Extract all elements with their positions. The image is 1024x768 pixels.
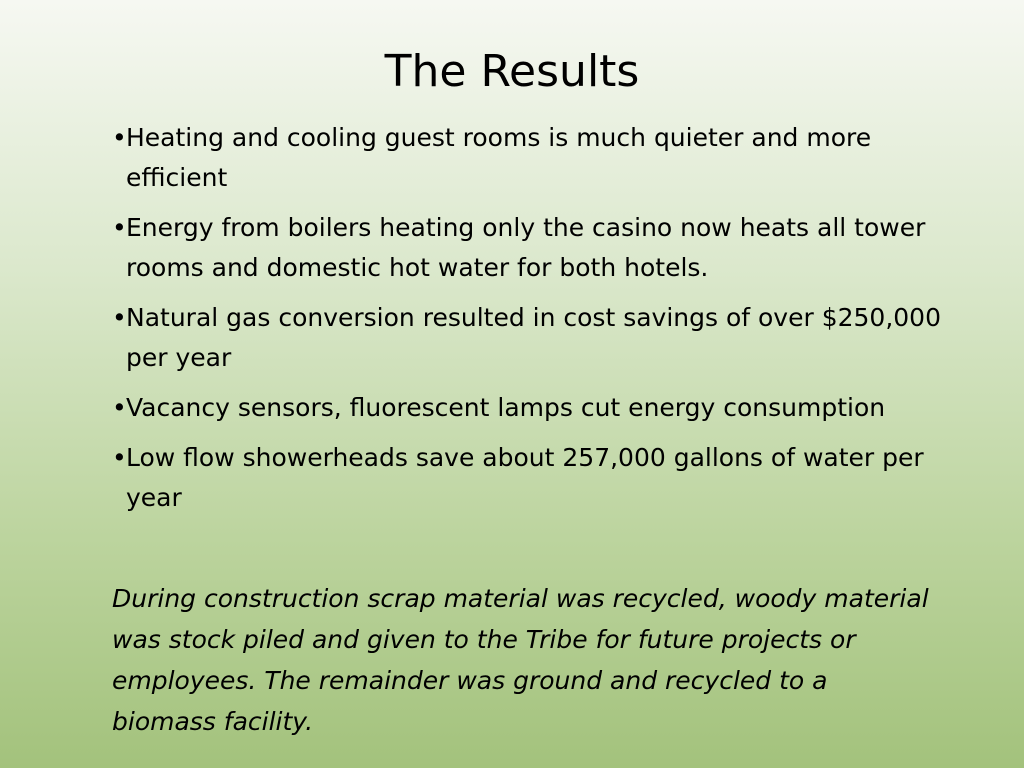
slide-title: The Results [384,46,640,97]
bullet-icon: • [112,303,127,332]
construction-note: During construction scrap material was recycled, woody material was stock piled and given to the Tribe for future projects or employees. The remainder was ground and recycled to a biomass facility. [112,584,929,736]
bullet-text: Vacancy sensors, fluorescent lamps cut energy consumption [126,393,886,422]
bullet-icon: • [112,443,127,472]
bullet-icon: • [112,393,127,422]
bullet-item-heating-cooling [112,118,962,198]
bullet-text: Heating and cooling guest rooms is much quieter and more efficient [126,123,872,192]
bullet-text: Natural gas conversion resulted in cost savings of over $250,000 per year [126,303,941,372]
bullet-item-gas-conversion [112,298,962,378]
bullet-icon: • [112,213,127,242]
bullet-text: Low flow showerheads save about 257,000 gallons of water per year [126,443,924,512]
bullet-item-boiler-energy [112,208,962,288]
bullet-item-showerheads [112,438,962,518]
bullet-text: Energy from boilers heating only the casino now heats all tower rooms and domestic hot water for both hotels. [126,213,926,282]
bullet-list [112,118,962,528]
bullet-icon: • [112,123,127,152]
bullet-item-vacancy-sensors [112,388,962,428]
